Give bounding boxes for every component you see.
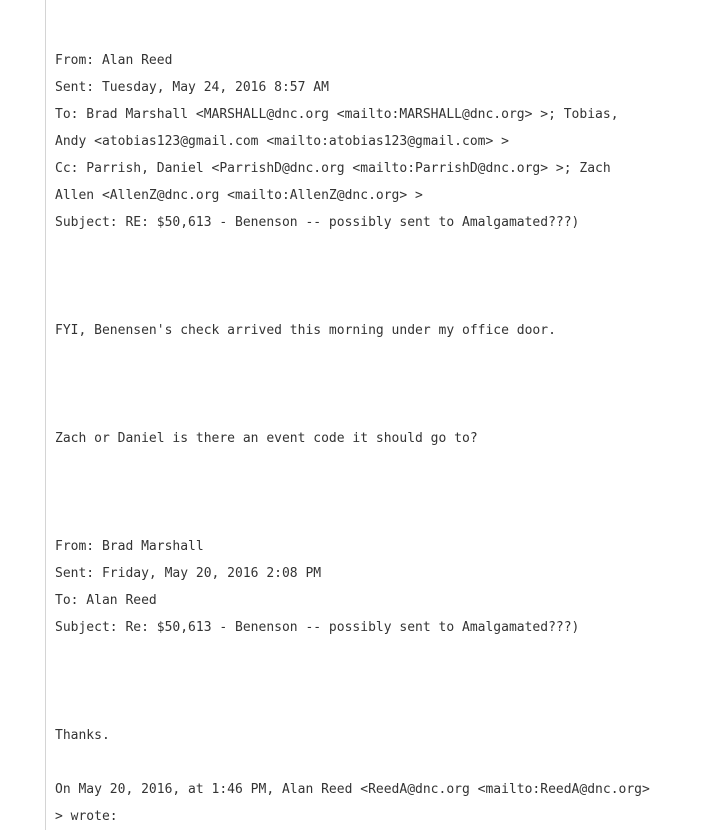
quote-border [45,0,46,830]
body1-paragraph2: Zach or Daniel is there an event code it should go to? [55,431,478,446]
quote-attribution-line1: On May 20, 2016, at 1:46 PM, Alan Reed <ReedA@dnc.org <mailto:ReedA@dnc.org> [55,782,650,797]
header2-to: To: Alan Reed [55,593,157,608]
header1-sent: Sent: Tuesday, May 24, 2016 8:57 AM [55,80,329,95]
header1-cc-line1: Cc: Parrish, Daniel <ParrishD@dnc.org <mailto:ParrishD@dnc.org> >; Zach [55,161,611,176]
header1-from: From: Alan Reed [55,53,173,68]
header2-subject: Subject: Re: $50,613 - Benenson -- possibly sent to Amalgamated???) [55,620,580,635]
header1-cc-line2: Allen <AllenZ@dnc.org <mailto:AllenZ@dnc.org> > [55,188,423,203]
header1-to-line1: To: Brad Marshall <MARSHALL@dnc.org <mailto:MARSHALL@dnc.org> >; Tobias, [55,107,619,122]
header2-sent: Sent: Friday, May 20, 2016 2:08 PM [55,566,322,581]
header1-to-line2: Andy <atobias123@gmail.com <mailto:atobias123@gmail.com> > [55,134,509,149]
body1-paragraph1: FYI, Benensen's check arrived this morning under my office door. [55,323,556,338]
quote-attribution-line2: > wrote: [55,809,118,824]
header1-subject: Subject: RE: $50,613 - Benenson -- possibly sent to Amalgamated???) [55,215,580,230]
header2-from: From: Brad Marshall [55,539,204,554]
email-thread [55,47,705,830]
body2-thanks: Thanks. [55,728,110,743]
